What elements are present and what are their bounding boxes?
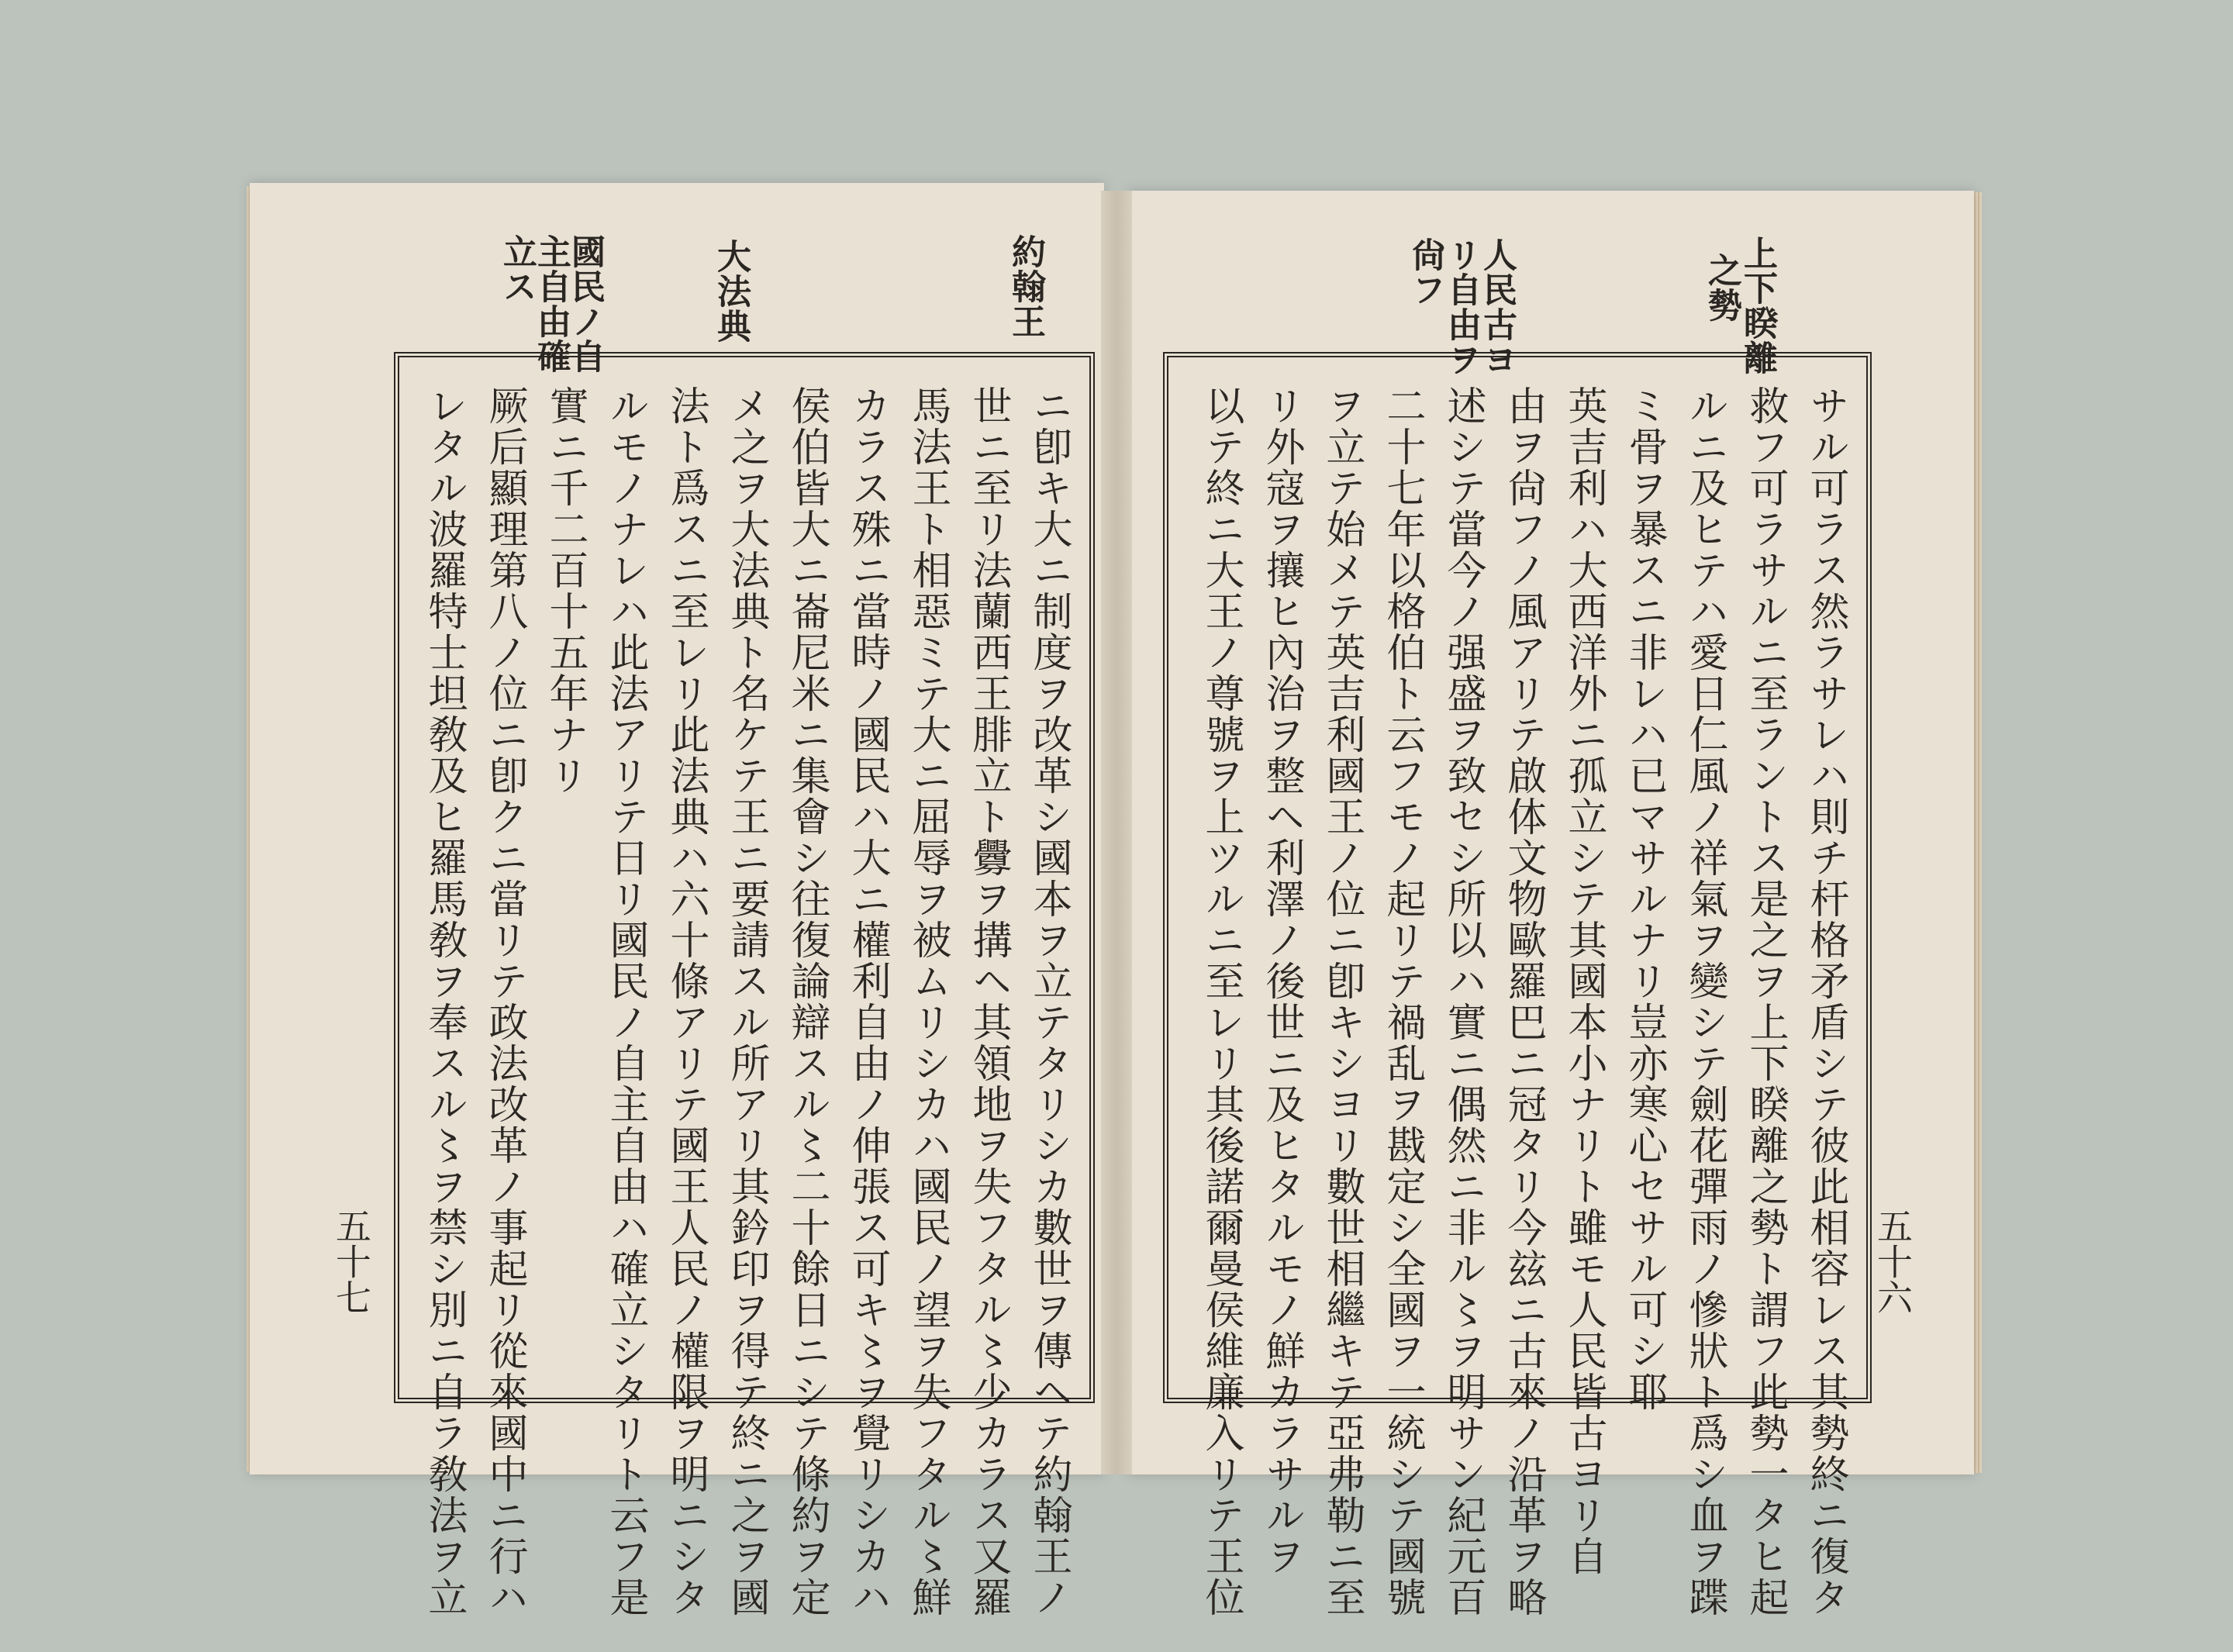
book-gutter <box>1101 191 1132 1474</box>
text-column: ルニ及ヒテハ愛日仁風ノ祥氣ヲ變シテ劍花彈雨ノ慘狀ト爲シ血ヲ蹀 <box>1682 385 1727 1618</box>
headnote-liberty-1: 人民古ヨ <box>1477 237 1517 377</box>
text-column: リ外寇ヲ攘ヒ內治ヲ整ヘ利澤ノ後世ニ及ヒタルモノ鮮カラサルヲ <box>1258 385 1304 1577</box>
headnote-king-john: 約翰王 <box>1006 234 1045 339</box>
right-text-frame <box>1163 352 1872 1618</box>
headnote-liberty-2: リ自由ヲ <box>1441 237 1481 377</box>
text-column: ルモノナレハ此法アリテ日リ國民ノ自主自由ハ確立シタリト云フ是 <box>602 385 648 1618</box>
text-column: 英吉利ハ大西洋外ニ孤立シテ其國本小ナリト雖モ人民皆古ヨリ自 <box>1561 385 1607 1577</box>
headnote-people-liberty-3: 立ス <box>497 234 537 304</box>
headnote-people-liberty-1: 國民ノ自 <box>565 234 605 374</box>
headnote-people-liberty-2: 主自由確 <box>531 234 571 374</box>
text-column: 由ヲ尙フノ風アリテ啟体文物歐羅巴ニ冠タリ今玆ニ古來ノ沿革ヲ略 <box>1500 385 1546 1618</box>
headnote-estrangement-2: 之勢 <box>1702 253 1741 322</box>
text-column: 實ニ千二百十五年ナリ <box>542 385 588 796</box>
text-column: カラス殊ニ當時ノ國民ハ大ニ權利自由ノ伸張ス可キ〻ヲ覺リシカハ <box>844 385 890 1618</box>
text-column: 二十七年以格伯ト云フモノ起リテ禍乱ヲ戡定シ全國ヲ一統シテ國號 <box>1379 385 1425 1618</box>
text-column: ミ骨ヲ暴スニ非レハ已マサルナリ豈亦寒心セサル可シ耶 <box>1621 385 1667 1412</box>
text-column: 馬法王ト相惡ミテ大ニ屈辱ヲ被ムリシカハ國民ノ望ヲ失フタル〻鮮 <box>905 385 951 1618</box>
left-text-frame <box>394 352 1095 1618</box>
text-column: サル可ラス然ラサレハ則チ杆格矛盾シテ彼此相容レス其勢終ニ復タ <box>1803 385 1848 1618</box>
headnote-estrangement-1: 上下睽離 <box>1738 236 1777 375</box>
headnote-magna-carta: 大法典 <box>711 239 751 343</box>
text-column: 侯伯皆大ニ崙尼米ニ集會シ往復論辯スル〻二十餘日ニシテ條約ヲ定 <box>784 385 830 1618</box>
page-number-right: 五十六 <box>1872 1208 1914 1315</box>
text-column: 以テ終ニ大王ノ尊號ヲ上ツルニ至レリ其後諾爾曼侯維廉入リテ王位 <box>1198 385 1244 1618</box>
text-column: メ之ヲ大法典ト名ケテ王ニ要請スル所アリ其鈐印ヲ得テ終ニ之ヲ國 <box>723 385 769 1618</box>
text-column: ニ卽キ大ニ制度ヲ改革シ國本ヲ立テタリシカ數世ヲ傳ヘテ約翰王ノ <box>1026 385 1072 1618</box>
text-column: 述シテ當今ノ强盛ヲ致セシ所以ハ實ニ偶然ニ非ル〻ヲ明サン紀元百 <box>1440 385 1486 1618</box>
text-column: 厥后顯理第八ノ位ニ卽クニ當リテ政法改革ノ事起リ從來國中ニ行ハ <box>481 385 527 1618</box>
headnote-liberty-3: 尙フ <box>1406 237 1445 307</box>
text-column: ヲ立テ始メテ英吉利國王ノ位ニ卽キシヨリ數世相繼キテ亞弗勒ニ至 <box>1319 385 1365 1618</box>
text-column: 世ニ至リ法蘭西王腓立ト釁ヲ搆ヘ其領地ヲ失フタル〻少カラス又羅 <box>965 385 1011 1618</box>
text-column: レタル波羅特士坦敎及ヒ羅馬敎ヲ奉スル〻ヲ禁シ別ニ自ラ敎法ヲ立 <box>421 385 467 1618</box>
text-column: 法ト爲スニ至レリ此法典ハ六十條アリテ國王人民ノ權限ヲ明ニシタ <box>663 385 709 1618</box>
page-number-left: 五十七 <box>330 1208 372 1315</box>
text-column: 救フ可ラサルニ至ラントス是之ヲ上下睽離之勢ト謂フ此勢一タヒ起 <box>1742 385 1788 1618</box>
